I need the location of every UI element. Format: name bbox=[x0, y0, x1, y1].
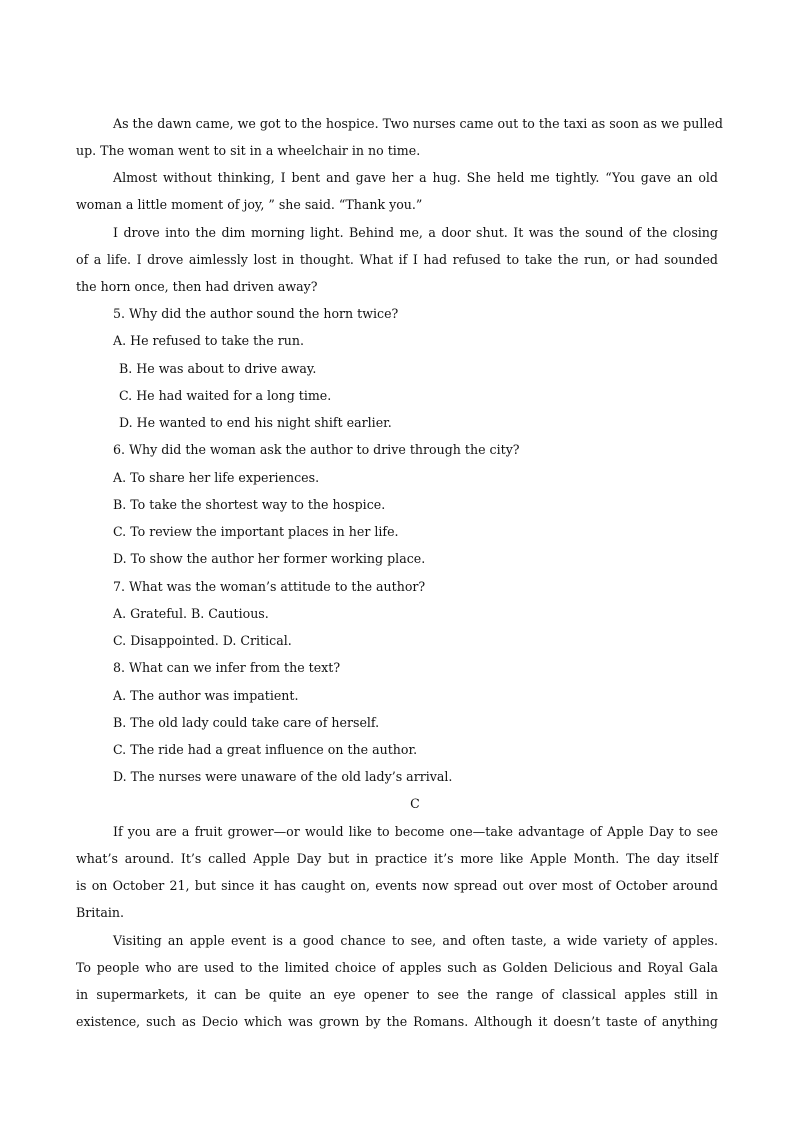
question-8: 8. What can we infer from the text? bbox=[113, 660, 341, 675]
question-6-option-d: D. To show the author her former working place. bbox=[113, 551, 426, 566]
question-5-option-a: A. He refused to take the run. bbox=[113, 333, 304, 348]
question-5-option-b: B. He was about to drive away. bbox=[119, 361, 317, 376]
paragraph-line: Britain. bbox=[76, 905, 125, 920]
paragraph-line: is on October 21, but since it has caught on, events now spread out over most of October around bbox=[76, 878, 718, 893]
paragraph-line: Almost without thinking, I bent and gave her a hug. She held me tightly. “You gave an old bbox=[113, 170, 718, 185]
paragraph-line: I drove into the dim morning light. Behind me, a door shut. It was the sound of the closing bbox=[113, 225, 718, 240]
question-5-option-d: D. He wanted to end his night shift earlier. bbox=[119, 415, 392, 430]
question-6-option-c: C. To review the important places in her life. bbox=[113, 524, 399, 539]
paragraph-line: in supermarkets, it can be quite an eye opener to see the range of classical apples still in bbox=[76, 987, 718, 1002]
question-8-option-a: A. The author was impatient. bbox=[113, 688, 299, 703]
paragraph-line: woman a little moment of joy, ” she said. “Thank you.” bbox=[76, 197, 423, 212]
paragraph-line: existence, such as Decio which was grown by the Romans. Although it doesn’t taste of anything bbox=[76, 1014, 718, 1029]
paragraph-line: up. The woman went to sit in a wheelchair in no time. bbox=[76, 143, 421, 158]
section-heading: C bbox=[410, 796, 420, 811]
question-5: 5. Why did the author sound the horn twice? bbox=[113, 306, 399, 321]
question-7: 7. What was the woman’s attitude to the author? bbox=[113, 579, 426, 594]
paragraph-line: the horn once, then had driven away? bbox=[76, 279, 318, 294]
paragraph-line: of a life. I drove aimlessly lost in thought. What if I had refused to take the run, or had sounded bbox=[76, 252, 718, 267]
paragraph-line: As the dawn came, we got to the hospice. Two nurses came out to the taxi as soon as we pulled bbox=[113, 116, 723, 131]
question-7-options-ab: A. Grateful. B. Cautious. bbox=[113, 606, 269, 621]
paragraph-line: If you are a fruit grower—or would like to become one—take advantage of Apple Day to see bbox=[113, 824, 718, 839]
question-6-option-a: A. To share her life experiences. bbox=[113, 470, 320, 485]
paragraph-line: what’s around. It’s called Apple Day but in practice it’s more like Apple Month. The day itself bbox=[76, 851, 718, 866]
question-6: 6. Why did the woman ask the author to drive through the city? bbox=[113, 442, 520, 457]
paragraph-line: Visiting an apple event is a good chance to see, and often taste, a wide variety of apples. bbox=[113, 933, 718, 948]
question-7-options-cd: C. Disappointed. D. Critical. bbox=[113, 633, 292, 648]
question-6-option-b: B. To take the shortest way to the hospice. bbox=[113, 497, 386, 512]
question-8-option-d: D. The nurses were unaware of the old lady’s arrival. bbox=[113, 769, 453, 784]
question-8-option-c: C. The ride had a great influence on the author. bbox=[113, 742, 418, 757]
question-5-option-c: C. He had waited for a long time. bbox=[119, 388, 332, 403]
question-8-option-b: B. The old lady could take care of herself. bbox=[113, 715, 380, 730]
paragraph-line: To people who are used to the limited choice of apples such as Golden Delicious and Royal Gala bbox=[76, 960, 718, 975]
